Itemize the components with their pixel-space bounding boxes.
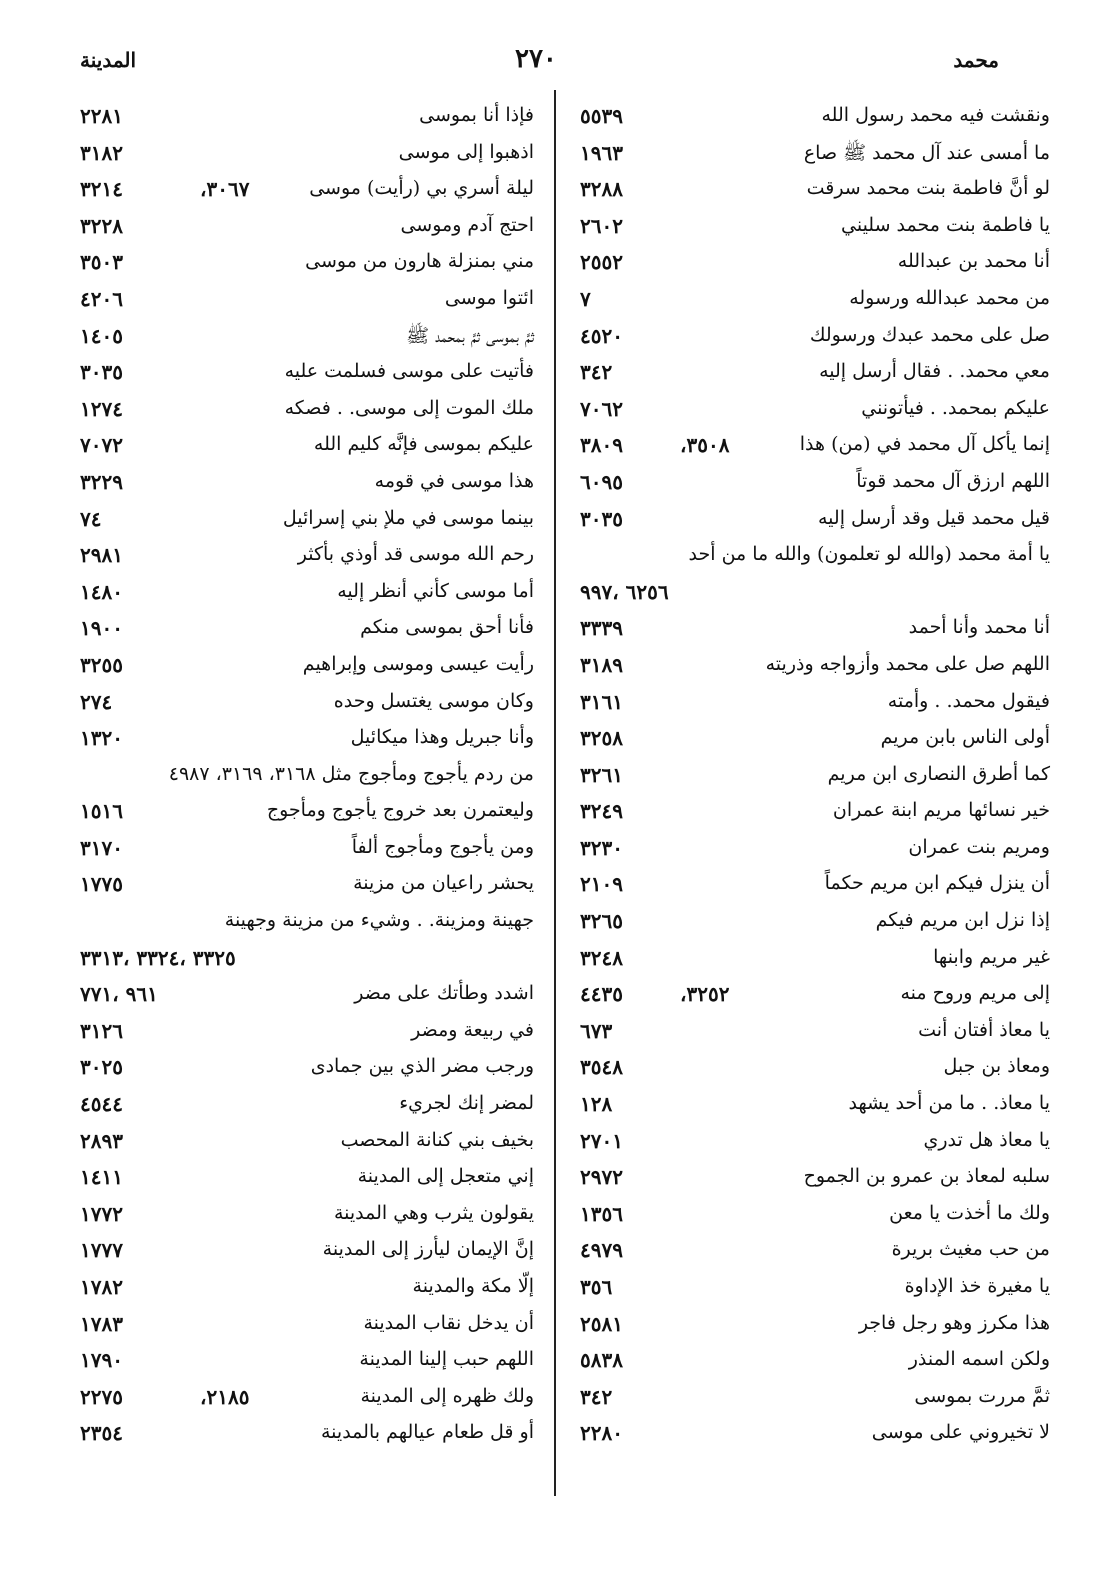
entry-ref-number: ٣٣٢٥ ،٣٣٢٤ ،٣٣١٣ [80,945,236,970]
index-entry [80,210,534,247]
entry-text: لمضر إنك لجريء [399,1092,534,1115]
index-entry [80,612,534,649]
entry-ref-number: ١٧٨٣ [80,1311,123,1336]
index-entry [80,1234,534,1271]
entry-text: معي محمد. . فقال أرسل إليه [819,360,1050,383]
index-entry [80,1271,534,1308]
entry-text: عليكم بمحمد. . فيأتونني [861,396,1050,419]
entry-text: إني متعجل إلى المدينة [357,1165,534,1188]
entry-ref-number: ١٤٨٠ [80,579,123,604]
index-entry [580,393,1050,430]
page-number: ٢٧٠ [515,44,557,74]
entry-text: سلبه لمعاذ بن عمرو بن الجموح [803,1165,1050,1188]
header-section-left: المدينة [80,48,137,72]
entry-text: فيقول محمد. . وأمته [887,689,1050,712]
index-entry [580,210,1050,247]
entry-text: فأنا أحق بموسى منكم [360,616,534,639]
index-entry [80,246,534,283]
entry-ref-number: ٢١٠٩ [580,872,623,897]
entry-text: ونقشت فيه محمد رسول الله [821,104,1050,126]
entry-text: يقولون يثرب وهي المدينة [333,1201,534,1224]
entry-ref-number: ١٥١٦ [80,799,123,824]
entry-text: اذهبوا إلى موسى [398,140,534,163]
entry-text: خير نسائها مريم ابنة عمران [832,799,1050,822]
entry-ref-number: ١٧٧٧ [80,1238,123,1263]
entry-ref-number: ٧٠٧٢ [80,433,123,458]
entry-ref-number: ٣٠٣٥ [580,506,623,531]
entry-ref-number: ٢٦٠٢ [580,213,623,238]
entry-ref-number: ٣٢٦٥ [580,909,623,934]
page-header [0,44,1111,84]
entry-ref-number: ١٣٥٦ [580,1201,623,1226]
entry-ref-number: ٩٦١ ،٧٧١ [80,982,158,1007]
entry-text: اشدد وطأتك على مضر [354,982,534,1005]
entry-ref-number: ٣١٧٠ [80,835,123,860]
column-divider [554,90,556,1496]
entry-text: من محمد عبدالله ورسوله [849,286,1050,309]
entry-text: ليلة أسري بي (رأيت) موسى [309,177,534,200]
entry-ref-number: ٢٨٩٣ [80,1128,123,1153]
entry-text: أنا محمد وأنا أحمد [908,616,1050,639]
entry-ref-number: ١٧٧٢ [80,1201,123,1226]
index-entry [80,905,534,942]
index-entry [580,137,1050,174]
index-entry [80,137,534,174]
entry-ref-number: ٤٤٣٥ [580,982,623,1007]
entry-ref-number: ٣٥٦ [580,1275,613,1299]
index-entry [580,1051,1050,1088]
entry-text: يا أمة محمد (والله لو تعلمون) والله ما من أحد [688,543,1050,566]
entry-ref-number: ١٤١١ [80,1165,123,1190]
entry-text: إلّا مكة والمدينة [412,1275,534,1297]
index-entry [80,503,534,540]
entry-text: يا فاطمة بنت محمد سليني [841,213,1050,236]
entry-ref-number: ١٤٠٥ [80,323,123,348]
entry-ref-number: ٣٢٢٨ [80,213,123,238]
entry-ref-number: ٣٢٢٩ [80,469,123,494]
index-entry [80,393,534,430]
entry-ref-number: ٧ [580,286,591,311]
entry-ref-number: ٣٠٢٥ [80,1055,123,1080]
entry-ref-number: ٢٩٨١ [80,543,123,568]
entry-ref-number: ١٢٧٤ [80,396,123,421]
entry-ref-number: ٣٢٤٨ [580,945,623,970]
index-entry [80,320,534,357]
entry-ref-number: ٢٧٤ [80,689,113,714]
index-entry [80,942,534,979]
entry-text: ورجب مضر الذي بين جمادى [310,1055,534,1078]
entry-text: من حب مغيث بريرة [891,1238,1050,1261]
entry-ref-number: ٣٨٠٩ [580,433,623,458]
entry-text: ولك ظهره إلى المدينة [360,1384,534,1407]
index-entry [80,429,534,466]
entry-text: لو أنَّ فاطمة بنت محمد سرقت [806,177,1050,200]
entry-ref-secondary: ٢١٨٥، [200,1384,250,1409]
entry-text: ومريم بنت عمران [908,835,1050,858]
entry-text: قيل محمد قيل وقد أرسل إليه [818,506,1050,529]
entry-text: أو قل طعام عيالهم بالمدينة [320,1421,534,1444]
entry-ref-number: ٣٢٣٠ [580,835,623,860]
entry-text: لا تخيروني على موسى [871,1421,1050,1444]
entry-text: ومعاذ بن جبل [943,1055,1050,1078]
entry-ref-secondary: ٣٥٠٨، [680,433,730,458]
index-entry [580,1308,1050,1345]
entry-text: وأنا جبريل وهذا ميكائيل [350,726,534,749]
entry-text: اللهم حبب إلينا المدينة [359,1348,534,1371]
left-column [80,100,534,1454]
entry-ref-number: ٣١٨٢ [80,140,123,165]
index-entry [580,1417,1050,1454]
entry-text: ومن يأجوج ومأجوج ألفاً [351,835,534,858]
index-entry [580,1234,1050,1271]
entry-ref-number: ٣١٦١ [580,689,623,714]
right-column [580,100,1050,1454]
entry-text: ائتوا موسى [444,286,534,309]
index-entry [580,429,1050,466]
entry-ref-number: ٦٠٩٥ [580,469,623,494]
index-entry [580,1125,1050,1162]
index-entry [580,978,1050,1015]
entry-ref-number: ٣٤٢ [580,1384,613,1409]
entry-ref-number: ٢٧٠١ [580,1128,623,1153]
entry-text: فأتيت على موسى فسلمت عليه [284,360,534,383]
index-entry [580,283,1050,320]
entry-text: يحشر راعيان من مزينة [353,872,534,895]
index-entry [80,1161,534,1198]
entry-ref-number: ٧٠٦٢ [580,396,623,421]
entry-ref-number: ٤٥٤٤ [80,1092,123,1117]
index-entry [580,466,1050,503]
entry-text: يا معاذ هل تدري [923,1128,1050,1151]
entry-ref-number: ٤٩٧٩ [580,1238,623,1263]
entry-text: أنا محمد بن عبدالله [897,250,1050,273]
entry-text: إلى مريم وروح منه [900,982,1050,1005]
index-entry [580,1198,1050,1235]
index-entry [580,722,1050,759]
index-entry [580,905,1050,942]
index-entry [80,466,534,503]
entry-text: يا معاذ. . ما من أحد يشهد [848,1092,1050,1115]
index-entry [80,686,534,723]
entry-ref-number: ١٧٧٥ [80,872,123,897]
index-entry [80,1051,534,1088]
index-entry [80,759,534,796]
index-entry [580,1015,1050,1052]
entry-text: اللهم ارزق آل محمد قوتاً [856,469,1050,492]
entry-ref-number: ٦٧٣ [580,1018,613,1043]
index-entry [80,1198,534,1235]
index-entry [580,173,1050,210]
entry-text: هذا مكرز وهو رجل فاجر [858,1311,1050,1334]
entry-ref-number: ١٩٠٠ [80,616,123,641]
entry-text: وليعتمرن بعد خروج يأجوج ومأجوج [266,799,534,822]
entry-ref-number: ١٣٢٠ [80,726,123,751]
index-entry [80,832,534,869]
index-entry [80,868,534,905]
index-entry [580,246,1050,283]
entry-ref-secondary: ٣٢٥٢، [680,982,730,1007]
entry-text: جهينة ومزينة. . وشيء من مزينة وجهينة [224,909,534,932]
index-entry [580,1271,1050,1308]
entry-ref-number: ٣١٢٦ [80,1018,123,1043]
index-entry [580,1344,1050,1381]
entry-text: ثمَّ بموسى ثمَّ بمحمد ﷺ [406,324,534,347]
entry-text: إذا نزل ابن مريم فيكم [875,909,1050,932]
entry-text: إنَّ الإيمان ليأرز إلى المدينة [322,1238,534,1261]
entry-text: مني بمنزلة هارون من موسى [305,250,534,273]
entry-ref-number: ٣٥٠٣ [80,250,123,275]
entry-ref-number: ٣٢٥٨ [580,726,623,751]
entry-text: كما أطرق النصارى ابن مريم [827,762,1050,785]
index-entry [580,100,1050,137]
entry-ref-number: ١٧٨٢ [80,1275,123,1299]
entry-text: وكان موسى يغتسل وحده [333,689,534,712]
index-entry [80,722,534,759]
entry-ref-number: ٢٢٧٥ [80,1384,123,1409]
entry-text: ولك ما أخذت يا معن [889,1201,1050,1224]
index-entry [580,1381,1050,1418]
index-entry [80,1417,534,1454]
entry-text: غير مريم وابنها [933,945,1050,968]
entry-ref-number: ٣٠٣٥ [80,360,123,385]
entry-ref-number: ٦٢٥٦ ،٩٩٧ [580,579,669,604]
index-entry [580,539,1050,576]
entry-ref-number: ٢٢٨١ [80,104,123,128]
index-entry [80,1015,534,1052]
entry-ref-number: ٤٢٠٦ [80,286,123,311]
entry-text: ولكن اسمه المنذر [908,1348,1050,1371]
header-section-right: محمد [953,48,999,72]
entry-ref-number: ٣٥٤٨ [580,1055,623,1080]
entry-ref-number: ٤٥٢٠ [580,323,623,348]
index-entry [80,173,534,210]
index-entry [80,649,534,686]
entry-text: عليكم بموسى فإنَّه كليم الله [313,433,534,456]
index-entry [80,1308,534,1345]
entry-ref-secondary: ٣٠٦٧، [200,177,250,202]
index-entry [580,942,1050,979]
entry-text: ما أمسى عند آل محمد ﷺ صاع [803,141,1050,164]
entry-ref-number: ٧٤ [80,506,102,531]
entry-ref-number: ٢٥٨١ [580,1311,623,1336]
index-entry [580,686,1050,723]
entry-text: ثمَّ مررت بموسى [914,1384,1050,1407]
index-entry [580,868,1050,905]
entry-ref-number: ٢٢٨٠ [580,1421,623,1446]
index-entry [80,356,534,393]
entry-text: اللهم صل على محمد وأزواجه وذريته [765,652,1050,675]
entry-text: أما موسى كأني أنظر إليه [337,579,534,602]
entry-text: أن يدخل نقاب المدينة [363,1311,534,1334]
entry-text: ملك الموت إلى موسى. . فصكه [284,396,534,419]
entry-ref-number: ٢٩٧٢ [580,1165,623,1190]
index-entry [80,100,534,137]
index-entry [80,283,534,320]
index-entry [80,795,534,832]
index-entry [580,1161,1050,1198]
index-entry [80,1344,534,1381]
entry-text: احتج آدم وموسى [400,213,534,236]
index-entry [580,1088,1050,1125]
entry-ref-number: ٢٣٥٤ [80,1421,123,1446]
entry-ref-number: ٣٢٨٨ [580,177,623,202]
entry-ref-number: ١٧٩٠ [80,1348,123,1373]
entry-text: أن ينزل فيكم ابن مريم حكماً [824,872,1050,895]
index-entry [80,576,534,613]
index-entry [580,649,1050,686]
entry-ref-number: ٣١٨٩ [580,652,623,677]
index-entry [580,503,1050,540]
index-entry [580,759,1050,796]
entry-text: رأيت عيسى وموسى وإبراهيم [302,652,534,675]
index-entry [580,612,1050,649]
entry-text: يا مغيرة خذ الإداوة [904,1275,1050,1297]
index-entry [580,576,1050,613]
entry-ref-number: ٣٢٤٩ [580,799,623,824]
entry-ref-number: ٢٥٥٢ [580,250,623,275]
entry-text: يا معاذ أفتان أنت [918,1018,1050,1041]
index-entry [580,832,1050,869]
entry-ref-number: ٣٤٢ [580,360,613,385]
index-entry [580,356,1050,393]
entry-text: من ردم يأجوج ومأجوج مثل ٣١٦٨، ٣١٦٩، ٤٩٨٧ [168,762,534,785]
entry-ref-number: ٣٣٣٩ [580,616,623,641]
index-entry [580,320,1050,357]
entry-ref-number: ٥٨٣٨ [580,1348,623,1373]
entry-text: في ربيعة ومضر [411,1018,534,1041]
entry-text: إنما يأكل آل محمد في (من) هذا [799,433,1050,456]
entry-ref-number: ٣٢٥٥ [80,652,123,677]
entry-ref-number: ١٢٨ [580,1092,613,1117]
index-entry [580,795,1050,832]
index-entry [80,1381,534,1418]
index-entry [80,1125,534,1162]
entry-text: بخيف بني كنانة المحصب [340,1128,534,1151]
entry-text: هذا موسى في قومه [374,469,534,492]
entry-text: صل على محمد عبدك ورسولك [809,323,1050,346]
entry-text: أولى الناس بابن مريم [880,726,1050,749]
index-entry [80,978,534,1015]
entry-text: بينما موسى في ملإ بني إسرائيل [282,506,534,529]
index-entry [80,539,534,576]
entry-text: رحم الله موسى قد أوذي بأكثر [297,543,534,566]
index-entry [80,1088,534,1125]
entry-ref-number: ٣٢٦١ [580,762,623,787]
entry-text: فإذا أنا بموسى [419,104,534,126]
entry-ref-number: ٣٢١٤ [80,177,123,202]
entry-ref-number: ١٩٦٣ [580,140,623,165]
entry-ref-number: ٥٥٣٩ [580,104,623,128]
